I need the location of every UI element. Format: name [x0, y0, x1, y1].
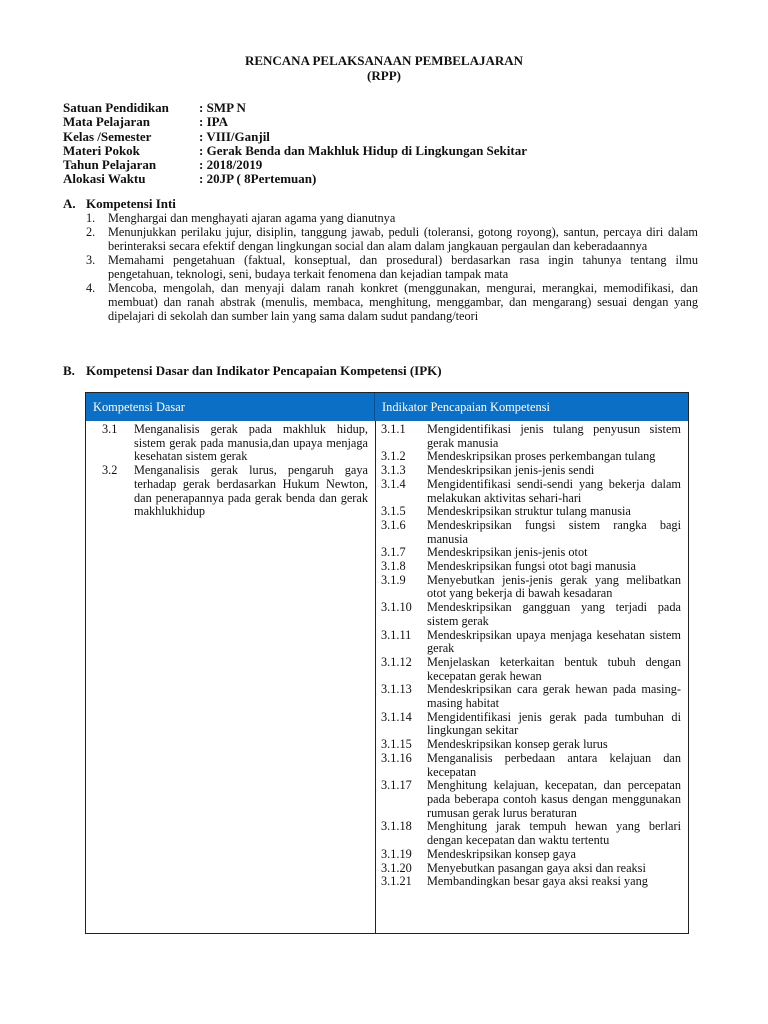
table-row: [381, 423, 681, 450]
section-title: Kompetensi Dasar dan Indikator Pencapaian Kompetensi (IPK): [86, 363, 442, 378]
row-text: Mendeskripsikan upaya menjaga kesehatan sistem gerak: [427, 627, 681, 656]
table-row: [381, 464, 681, 478]
table-row: [381, 601, 681, 628]
row-number: 3.1.13: [381, 682, 412, 697]
identity-row-time: [63, 172, 527, 186]
row-text: Mendeskripsikan gangguan yang terjadi pada sistem gerak: [427, 600, 681, 628]
row-text: Mendeskripsikan fungsi otot bagi manusia: [427, 559, 637, 574]
row-number: 3.1: [102, 422, 118, 436]
row-text: Mendeskripsikan konsep gaya: [427, 846, 576, 861]
table-row: [381, 820, 681, 847]
document-subtitle: (RPP): [367, 68, 401, 83]
table-row: [381, 450, 681, 464]
table-row: [381, 848, 681, 862]
table-row: [381, 505, 681, 519]
row-text: Menghitung jarak tempuh hewan yang berlari dengan kecepatan dan waktu tertentu: [427, 819, 681, 848]
row-text: Menganalisis gerak pada makhluk hidup, sistem gerak pada manusia,dan upaya menjaga kesehatan sistem gerak: [134, 422, 368, 464]
identity-value: : IPA: [199, 114, 229, 130]
row-text: Menganalisis gerak lurus, pengaruh gaya terhadap gerak berdasarkan Hukum Newton, dan penerapannya pada gerak benda dan gerak makhlukhidup: [134, 463, 368, 519]
identity-block: [63, 101, 527, 187]
identity-row-school: [63, 101, 527, 115]
table-row: [381, 875, 681, 889]
row-text: Menghitung kelajuan, kecepatan, dan percepatan pada beberapa contoh kasus dengan menggunakan rumusan gerak lurus beraturan: [427, 778, 681, 820]
list-item-number: 3.: [86, 253, 96, 267]
identity-label: Kelas /Semester: [63, 128, 152, 144]
identity-row-subject: [63, 115, 527, 129]
row-number: 3.1.20: [381, 860, 412, 875]
row-number: 3.1.4: [381, 476, 406, 491]
row-number: 3.2: [102, 463, 118, 478]
table-row: [381, 752, 681, 779]
row-number: 3.1.16: [381, 750, 412, 765]
identity-label: Materi Pokok: [63, 142, 140, 158]
list-item-text: Memahami pengetahuan (faktual, konseptual, dan prosedural) berdasarkan rasa ingin tahunya tentang ilmu pengetahuan, teknologi, seni, budaya terkait fenomena dan kejadian tampak mata: [108, 253, 698, 281]
row-text: Mendeskripsikan fungsi sistem rangka bagi manusia: [427, 517, 681, 546]
row-number: 3.1.10: [381, 600, 412, 615]
list-item: [86, 211, 698, 225]
kompetensi-dasar-column: [92, 423, 368, 519]
table-row: [381, 478, 681, 505]
list-item-text: Menghargai dan menghayati ajaran agama yang dianutnya: [108, 211, 396, 225]
row-number: 3.1.1: [381, 422, 406, 436]
table-row: [381, 519, 681, 546]
column-header-kompetensi-dasar: Kompetensi Dasar: [86, 393, 375, 421]
document-title: RENCANA PELAKSANAAN PEMBELAJARAN: [244, 53, 524, 68]
table-row: [381, 546, 681, 560]
table-row: [92, 464, 368, 519]
identity-label: Mata Pelajaran: [63, 114, 151, 130]
row-text: Mendeskripsikan proses perkembangan tulang: [427, 449, 656, 464]
list-item-number: 1.: [86, 211, 96, 225]
row-text: Menganalisis perbedaan antara kelajuan dan kecepatan: [427, 750, 681, 779]
table-header: [86, 393, 688, 421]
identity-label: Tahun Pelajaran: [63, 157, 157, 173]
row-number: 3.1.17: [381, 778, 412, 793]
table-row: [381, 683, 681, 710]
table-row: [381, 560, 681, 574]
identity-label: Satuan Pendidikan: [63, 100, 169, 115]
row-text: Menyebutkan jenis-jenis gerak yang melibatkan otot yang bekerja di bawah kesadaran: [427, 572, 681, 601]
row-text: Mendeskripsikan jenis-jenis otot: [427, 545, 588, 560]
table-row: [381, 574, 681, 601]
table-row: [381, 629, 681, 656]
table-row: [381, 862, 681, 876]
table-row: [92, 423, 368, 464]
section-title: Kompetensi Inti: [86, 196, 176, 211]
section-number: B.: [63, 363, 75, 378]
row-text: Mengidentifikasi jenis tulang penyusun sistem gerak manusia: [427, 422, 681, 450]
list-item-number: 2.: [86, 225, 96, 239]
row-text: Membandingkan besar gaya aksi reaksi yang: [427, 874, 648, 889]
row-number: 3.1.15: [381, 737, 412, 752]
list-item: [86, 281, 698, 323]
section-number: A.: [63, 196, 76, 211]
identity-value: : Gerak Benda dan Makhluk Hidup di Lingkungan Sekitar: [199, 142, 528, 158]
row-number: 3.1.19: [381, 846, 412, 861]
row-text: Mengidentifikasi jenis gerak pada tumbuhan di lingkungan sekitar: [427, 709, 681, 738]
identity-row-class: [63, 130, 527, 144]
row-number: 3.1.6: [381, 517, 406, 532]
table-row: [381, 711, 681, 738]
section-b-heading: [63, 363, 442, 379]
indikator-column: [381, 423, 681, 889]
table-row: [381, 738, 681, 752]
table-row: [381, 779, 681, 820]
row-number: 3.1.2: [381, 449, 406, 464]
column-divider: [375, 421, 376, 933]
row-number: 3.1.8: [381, 559, 406, 574]
column-header-indikator: Indikator Pencapaian Kompetensi: [382, 400, 550, 414]
row-number: 3.1.11: [381, 627, 412, 642]
competency-table: [85, 392, 689, 934]
row-number: 3.1.7: [381, 545, 406, 560]
identity-row-year: [63, 158, 527, 172]
identity-value: : 20JP ( 8Pertemuan): [199, 171, 317, 187]
identity-label: Alokasi Waktu: [63, 171, 146, 187]
section-a-heading: [63, 196, 176, 212]
row-number: 3.1.14: [381, 709, 412, 724]
row-number: 3.1.12: [381, 654, 412, 669]
row-text: Menjelaskan keterkaitan bentuk tubuh dengan kecepatan gerak hewan: [427, 654, 681, 683]
row-number: 3.1.3: [381, 463, 406, 478]
identity-row-topic: [63, 144, 527, 158]
row-text: Mendeskripsikan konsep gerak lurus: [427, 737, 608, 752]
list-item: [86, 225, 698, 253]
identity-value: : SMP N: [199, 100, 246, 115]
row-number: 3.1.5: [381, 504, 406, 519]
identity-value: : 2018/2019: [199, 157, 263, 173]
list-item-number: 4.: [86, 281, 96, 295]
row-text: Mendeskripsikan jenis-jenis sendi: [427, 463, 595, 478]
list-item: [86, 253, 698, 281]
identity-value: : VIII/Ganjil: [199, 128, 270, 144]
row-number: 3.1.18: [381, 819, 412, 834]
row-text: Mengidentifikasi sendi-sendi yang bekerja dalam melakukan aktivitas sehari-hari: [427, 476, 681, 505]
row-text: Menyebutkan pasangan gaya aksi dan reaksi: [427, 860, 646, 875]
list-item-text: Menunjukkan perilaku jujur, disiplin, tanggung jawab, peduli (toleransi, gotong royong), santun, percaya diri dalam berinteraksi secara efektif dengan lingkungan social dan alam dalam jangkauan pergaulan dan keberadaannya: [108, 225, 698, 253]
list-item-text: Mencoba, mengolah, dan menyaji dalam ranah konkret (menggunakan, mengurai, merangkai, memodifikasi, dan membuat) dan ranah abstrak (menulis, membaca, menghitung, menggambar, dan mengarang) sesuai dengan yang dipelajari di sekolah dan sumber lain yang sama dalam sudut pandang/teori: [108, 281, 698, 323]
row-number: 3.1.9: [381, 572, 406, 587]
table-row: [381, 656, 681, 683]
row-text: Mendeskripsikan cara gerak hewan pada masing-masing habitat: [427, 682, 681, 711]
row-number: 3.1.21: [381, 874, 412, 889]
kompetensi-inti-list: [86, 211, 698, 323]
row-text: Mendeskripsikan struktur tulang manusia: [427, 504, 631, 519]
